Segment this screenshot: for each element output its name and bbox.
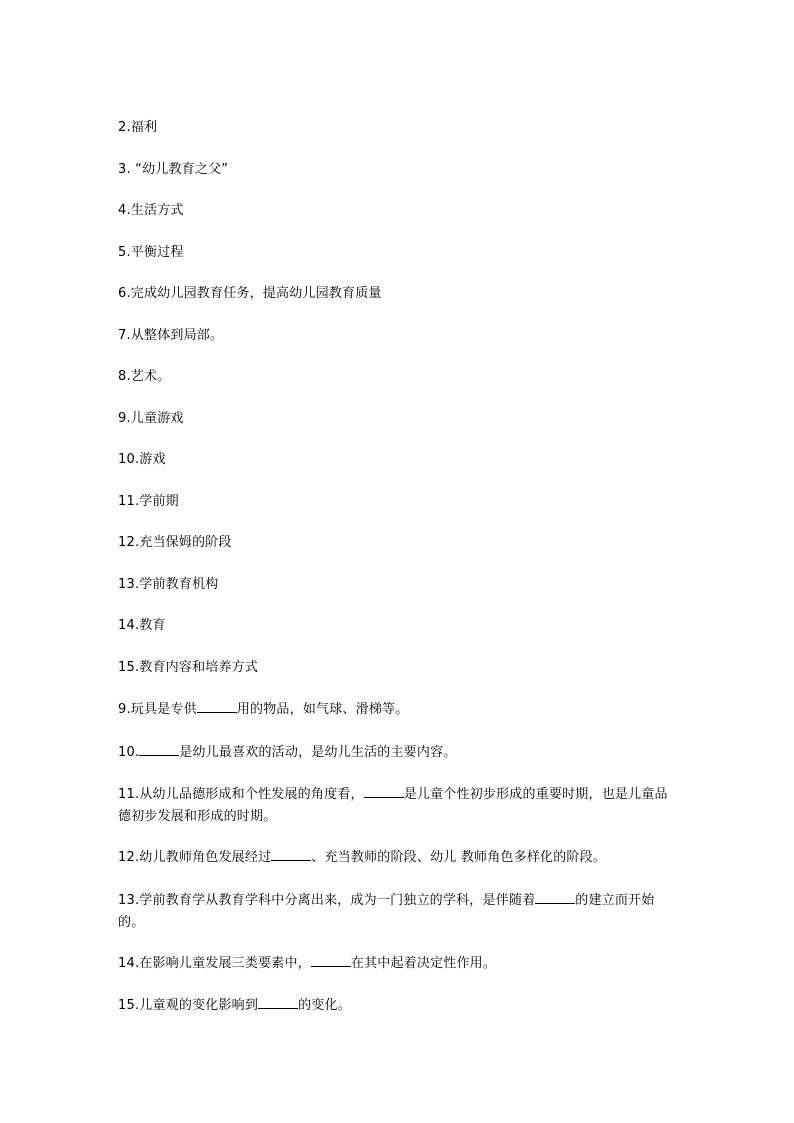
question-text: 用的物品，如气球、滑梯等。	[236, 702, 409, 717]
question-text: 14.在影响儿童发展三类要素中，	[118, 955, 311, 971]
fill-blank	[311, 952, 351, 967]
question-text: 10.	[118, 744, 140, 760]
question-12	[118, 846, 680, 869]
fill-blank	[197, 698, 237, 713]
question-13	[118, 889, 680, 934]
question-14	[118, 952, 680, 975]
answer-item: 13.学前教育机构	[118, 576, 219, 592]
answer-item: 2.福利	[118, 120, 158, 135]
answer-item: 14.教育	[118, 618, 166, 633]
fill-blank	[535, 889, 575, 904]
question-15	[118, 994, 680, 1017]
answer-item: 11.学前期	[118, 493, 179, 509]
fill-blank	[139, 741, 179, 756]
question-9	[118, 698, 680, 721]
answer-item: 3. “幼儿教育之父”	[118, 161, 229, 177]
answer-item: 8.艺术。	[118, 369, 171, 384]
answer-item: 7.从整体到局部。	[118, 327, 224, 343]
answer-item: 12.充当保姆的阶段	[118, 535, 232, 550]
question-text: 的变化。	[298, 998, 351, 1013]
question-text: 、充当教师的阶段、幼儿 教师角色多样化的阶段。	[311, 850, 607, 865]
answer-item: 5.平衡过程	[118, 244, 184, 260]
answer-item: 6.完成幼儿园教育任务，提高幼儿园教育质量	[118, 286, 382, 301]
question-10	[118, 741, 680, 764]
question-11	[118, 783, 680, 828]
fill-blank	[364, 783, 404, 798]
question-text: 11.从幼儿品德形成和个性发展的角度看，	[118, 787, 364, 802]
answer-item: 15.教育内容和培养方式	[118, 659, 259, 675]
fill-blank	[258, 994, 298, 1009]
question-text: 12.幼儿教师角色发展经过	[118, 850, 272, 865]
content-column	[118, 117, 680, 1037]
answer-item: 9.儿童游戏	[118, 410, 184, 426]
question-text: 在其中起着决定性作用。	[350, 955, 497, 971]
question-text: 9.玩具是专供	[118, 702, 197, 717]
question-text: 是幼儿最喜欢的活动，是幼儿生活的主要内容。	[179, 744, 457, 760]
answer-item: 10.游戏	[118, 452, 166, 467]
answer-item: 4.生活方式	[118, 203, 184, 218]
fill-blank	[271, 846, 311, 861]
question-text: 的建立而开始的。	[118, 892, 655, 930]
question-text: 13.学前教育学从教育学科中分离出来，成为一门独立的学科，是伴随着	[118, 892, 536, 908]
question-text: 是儿童个性初步形成的重要时期，也是儿童品德初步发展和形成的时期。	[118, 787, 668, 824]
question-text: 15.儿童观的变化影响到	[118, 998, 259, 1013]
